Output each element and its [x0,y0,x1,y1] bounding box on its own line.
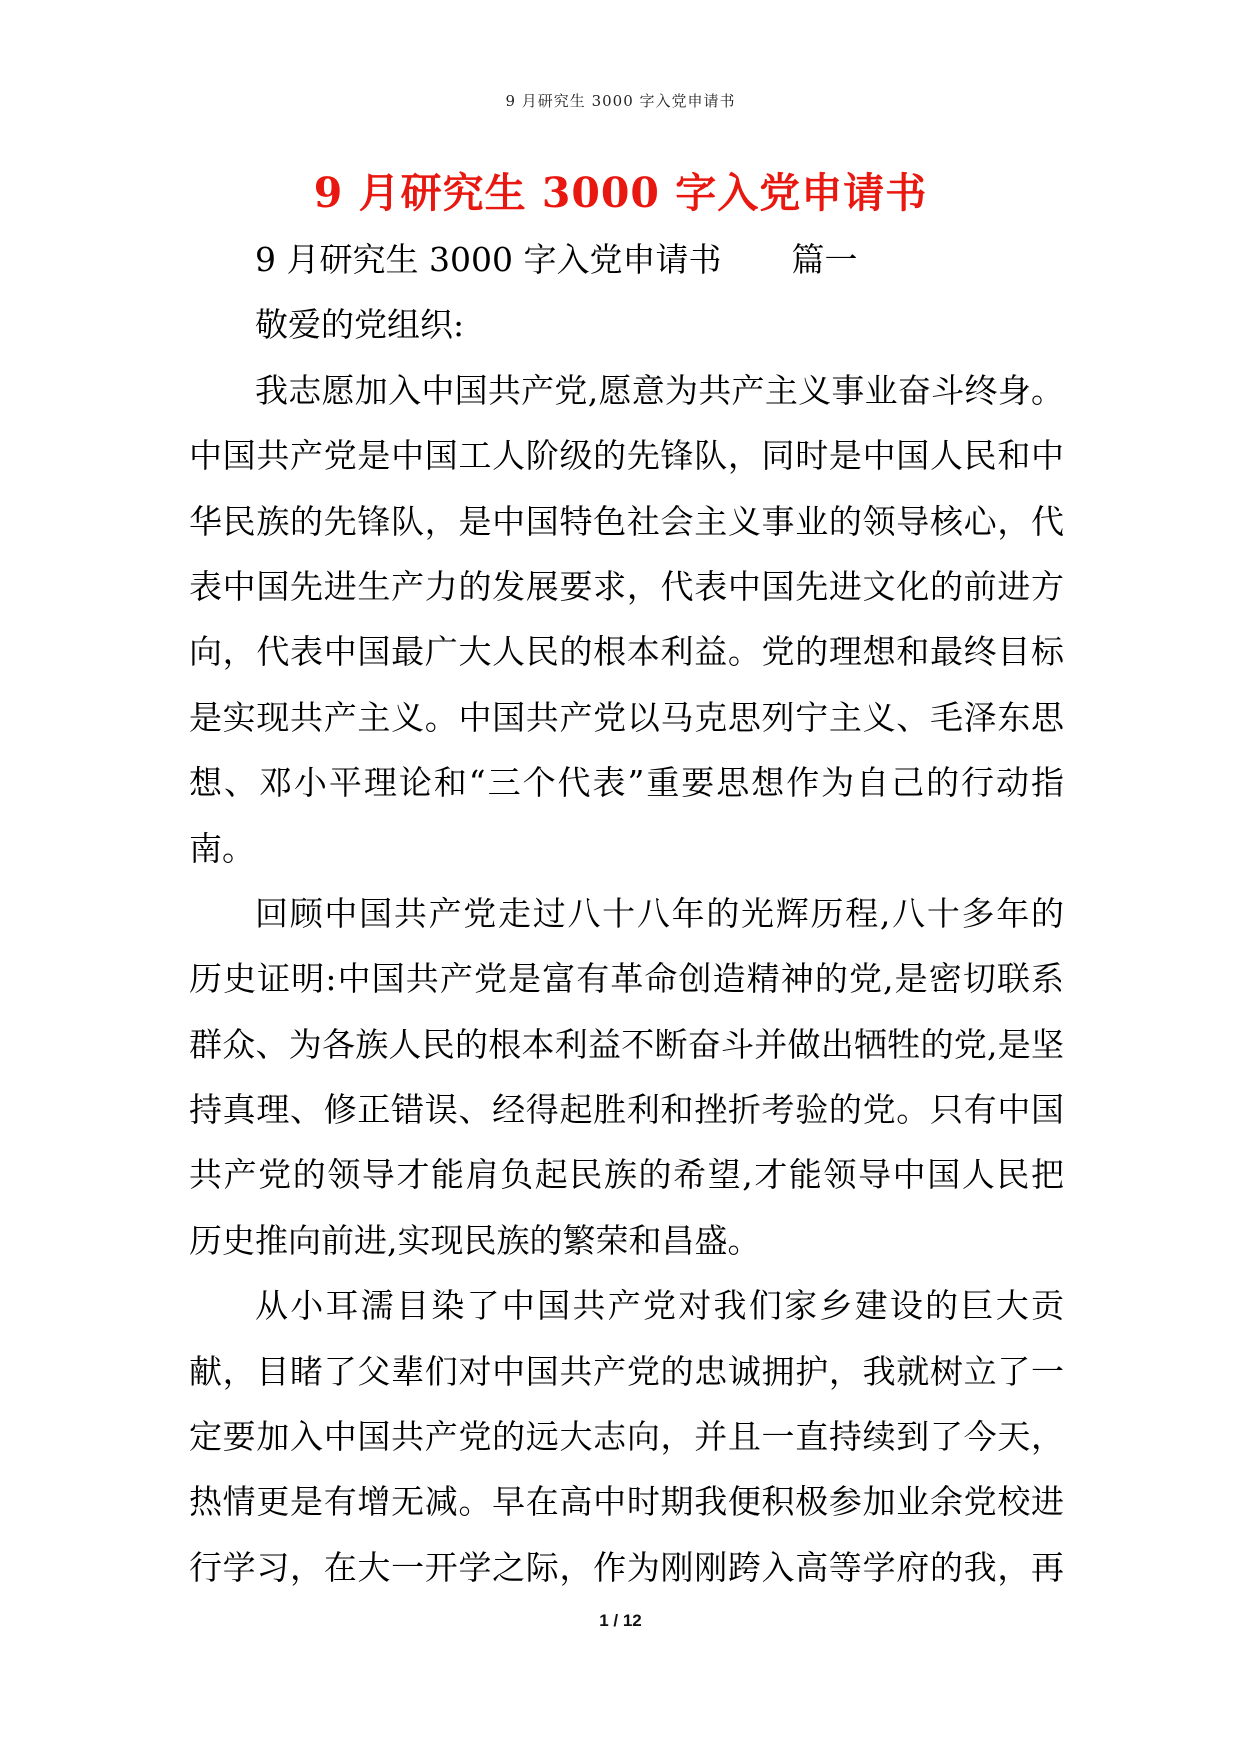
document-subtitle [189,227,1064,292]
paragraph-line: 想、邓小平理论和“三个代表”重要思想作为自己的行动指 [189,763,1064,803]
paragraph-line: 回顾中国共产党走过八十八年的光辉历程,八十多年的 [255,893,1064,933]
subtitle-text: 9 月研究生 3000 字入党申请书 [255,240,722,279]
document-title: 9 月研究生 3000 字入党申请书 [313,169,928,217]
paragraph-line: 华民族的先锋队，是中国特色社会主义事业的领导核心，代 [189,501,1064,541]
paragraph-line: 我志愿加入中国共产党,愿意为共产主义事业奋斗终身。 [255,370,1064,410]
paragraph-line: 群众、为各族人民的根本利益不断奋斗并做出牺牲的党,是坚 [189,1024,1064,1064]
paragraph-line: 历史证明:中国共产党是富有革命创造精神的党,是密切联系 [189,959,1064,999]
paragraph-line: 定要加入中国共产党的远大志向，并且一直持续到了今天， [189,1417,1064,1457]
paragraph-line: 是实现共产主义。中国共产党以马克思列宁主义、毛泽东思 [189,697,1064,737]
paragraph-line: 中国共产党是中国工人阶级的先锋队，同时是中国人民和中 [189,436,1064,476]
document-body [189,227,1064,1600]
paragraph-line: 共产党的领导才能肩负起民族的希望,才能领导中国人民把 [189,1155,1064,1195]
salutation: 敬爱的党组织: [255,305,465,345]
paragraph-line: 行学习，在大一开学之际，作为刚刚跨入高等学府的我，再 [189,1547,1064,1587]
paragraph-line: 从小耳濡目染了中国共产党对我们家乡建设的巨大贡 [255,1286,1064,1326]
page-number: 1 / 12 [599,1611,642,1630]
paragraph-line: 献，目睹了父辈们对中国共产党的忠诚拥护，我就树立了一 [189,1351,1064,1391]
running-header: 9 月研究生 3000 字入党申请书 [505,92,736,110]
paragraph-line: 表中国先进生产力的发展要求，代表中国先进文化的前进方 [189,566,1064,606]
paragraph-line: 热情更是有增无减。早在高中时期我便积极参加业余党校进 [189,1482,1064,1522]
paragraph-line: 南。 [189,828,255,868]
paragraph-line: 历史推向前进,实现民族的繁荣和昌盛。 [189,1220,761,1260]
paragraph-line: 向，代表中国最广大人民的根本利益。党的理想和最终目标 [189,632,1064,672]
paragraph-line: 持真理、修正错误、经得起胜利和挫折考验的党。只有中国 [189,1090,1064,1130]
subtitle-suffix: 篇一 [791,240,858,279]
